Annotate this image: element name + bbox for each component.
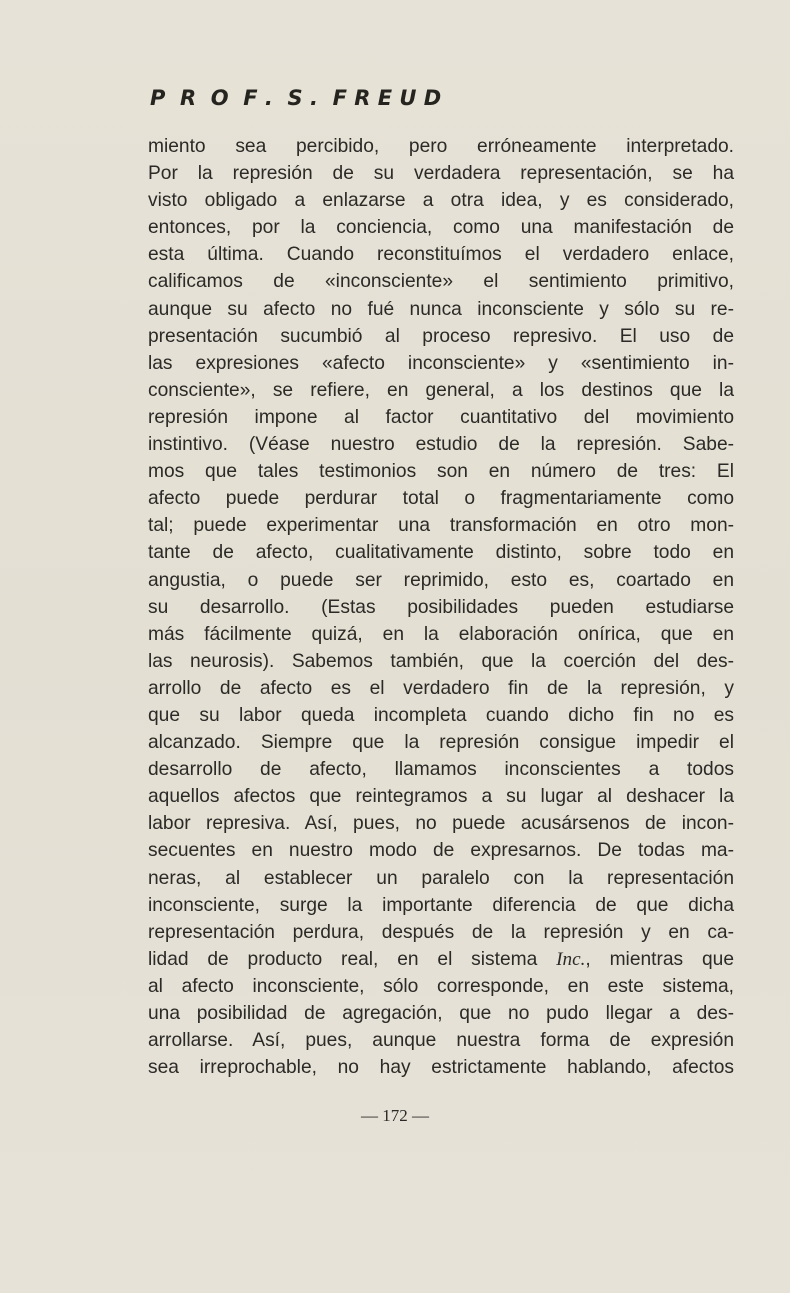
text-line: inconsciente, surge la importante diferencia de que dicha: [148, 894, 734, 916]
text-line: secuentes en nuestro modo de expresarnos. De todas ma-: [148, 840, 734, 862]
text-line: consciente», se refiere, en general, a los destinos que la: [148, 379, 734, 401]
text-line: al afecto inconsciente, sólo corresponde, en este sistema,: [148, 975, 734, 997]
text-line: que su labor queda incompleta cuando dicho fin no es: [148, 704, 734, 726]
text-line: angustia, o puede ser reprimido, esto es, coartado en: [148, 569, 734, 591]
italic-term: Inc.: [556, 948, 586, 970]
text-line: representación perdura, después de la represión y en ca-: [148, 921, 734, 943]
text-line: sea irreprochable, no hay estrictamente hablando, afectos: [148, 1057, 734, 1079]
text-line: mos que tales testimonios son en número de tres: El: [148, 461, 734, 483]
text-line: visto obligado a enlazarse a otra idea, y es considerado,: [148, 190, 734, 212]
text-line: tante de afecto, cualitativamente distinto, sobre todo en: [148, 542, 734, 564]
text-line: aquellos afectos que reintegramos a su lugar al deshacer la: [148, 786, 734, 808]
text-line: arrollarse. Así, pues, aunque nuestra forma de expresión: [148, 1030, 734, 1052]
text-line: su desarrollo. (Estas posibilidades pueden estudiarse: [148, 596, 734, 618]
text-line: desarrollo de afecto, llamamos inconscientes a todos: [148, 759, 734, 781]
text-line: instintivo. (Véase nuestro estudio de la represión. Sabe-: [148, 434, 734, 456]
text-line: labor represiva. Así, pues, no puede acusársenos de incon-: [148, 813, 734, 835]
text-line: presentación sucumbió al proceso represivo. El uso de: [148, 325, 734, 347]
text-line: arrollo de afecto es el verdadero fin de la represión, y: [148, 677, 734, 699]
page-number: — 172 —: [361, 1106, 429, 1125]
text-line: miento sea percibido, pero erróneamente interpretado.: [148, 136, 734, 157]
text-line: una posibilidad de agregación, que no pudo llegar a des-: [148, 1003, 734, 1024]
text-line: entonces, por la conciencia, como una manifestación de: [148, 217, 734, 239]
text-line: tal; puede experimentar una transformación en otro mon-: [148, 515, 734, 537]
text-line: aunque su afecto no fué nunca inconsciente y sólo su re-: [148, 298, 734, 320]
text-line: represión impone al factor cuantitativo del movimiento: [148, 406, 734, 428]
text-line: neras, al establecer un paralelo con la representación: [148, 867, 734, 889]
text-line: más fácilmente quizá, en la elaboración onírica, que en: [148, 623, 734, 645]
text-line: las neurosis). Sabemos también, que la coerción del des-: [148, 650, 734, 672]
body-text: [148, 133, 734, 1081]
text-line: las expresiones «afecto inconsciente» y «sentimiento in-: [148, 352, 734, 374]
text-line: alcanzado. Siempre que la represión consigue impedir el: [148, 732, 734, 754]
text-line: afecto puede perdurar total o fragmentariamente como: [148, 488, 734, 510]
text-line: esta última. Cuando reconstituímos el verdadero enlace,: [148, 244, 734, 266]
text-line: Por la represión de su verdadera representación, se ha: [148, 163, 734, 185]
text-line: calificamos de «inconsciente» el sentimiento primitivo,: [148, 271, 734, 293]
text-line: lidad de producto real, en el sistema Inc., mientras que: [148, 948, 734, 970]
running-head: P R O F . S . F R E U D: [150, 86, 442, 110]
